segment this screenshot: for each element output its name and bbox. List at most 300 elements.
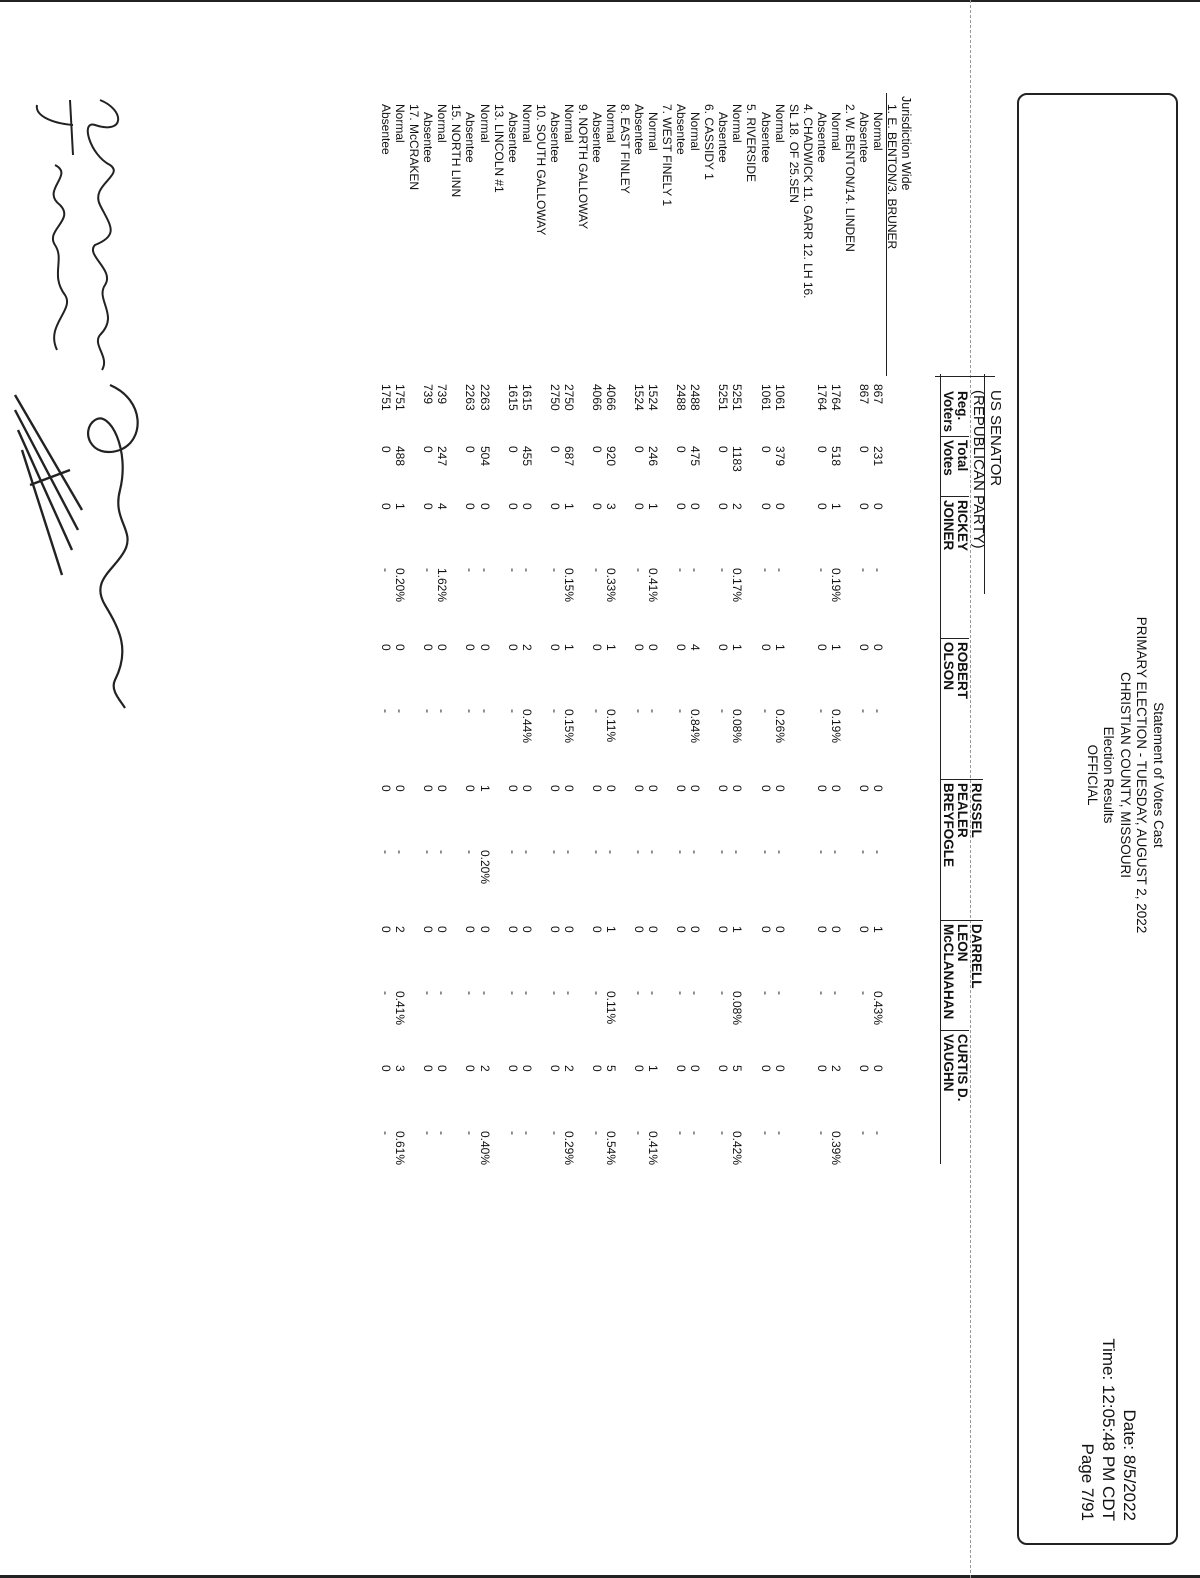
col-header-total-votes: [941, 436, 969, 476]
candidate-percent-cell: -: [688, 850, 703, 854]
title-line: PRIMARY ELECTION - TUESDAY, AUGUST 2, 2022: [1134, 616, 1150, 934]
candidate-votes-cell: 1: [477, 785, 492, 792]
reg-voters-cell: 867: [870, 384, 885, 405]
candidate-votes-cell: 0: [632, 503, 647, 510]
reg-voters-cell: 867: [856, 384, 871, 405]
candidate-percent-cell: 0.20%: [393, 568, 408, 603]
candidate-percent-cell: 0.08%: [730, 709, 745, 744]
candidate-votes-cell: 0: [870, 1065, 885, 1072]
candidate-votes-cell: 0: [772, 503, 787, 510]
total-votes-cell: 0: [856, 446, 871, 453]
reg-voters-cell: 1524: [646, 384, 661, 411]
candidate-votes-cell: 0: [505, 785, 520, 792]
candidate-votes-cell: 0: [758, 926, 773, 933]
candidate-percent-cell: 1.62%: [435, 568, 450, 603]
candidate-votes-cell: 0: [856, 926, 871, 933]
row-label: 15. NORTH LINN: [449, 104, 464, 198]
col-header-olson: [941, 638, 969, 699]
candidate-percent-cell: -: [477, 991, 492, 995]
reg-voters-cell: 1061: [758, 384, 773, 411]
candidate-percent-cell: -: [814, 991, 829, 995]
row-label: Normal: [519, 104, 534, 143]
col-header-mcclanahan: [941, 920, 983, 1019]
candidate-votes-cell: 0: [589, 644, 604, 651]
total-votes-cell: 0: [716, 446, 731, 453]
candidate-percent-cell: -: [828, 850, 843, 854]
candidate-votes-cell: 0: [561, 785, 576, 792]
candidate-percent-cell: -: [463, 709, 478, 713]
row-label: 4. CHADWICK 11. GARR 12. LH 16.: [800, 104, 815, 299]
reg-voters-cell: 1615: [505, 384, 520, 411]
candidate-percent-cell: -: [547, 709, 562, 713]
jurisdiction-divider: [935, 376, 995, 377]
candidate-votes-cell: 0: [547, 644, 562, 651]
candidate-votes-cell: 0: [674, 926, 689, 933]
candidate-votes-cell: 0: [688, 785, 703, 792]
candidate-votes-cell: 0: [646, 785, 661, 792]
col-header-joiner: [941, 496, 969, 551]
candidate-percent-cell: -: [730, 850, 745, 854]
row-label: Normal: [870, 112, 885, 151]
candidate-percent-cell: -: [716, 709, 731, 713]
title-line: Statement of Votes Cast: [1151, 702, 1166, 848]
candidate-percent-cell: 0.44%: [519, 709, 534, 744]
total-votes-cell: 0: [589, 446, 604, 453]
candidate-votes-cell: 0: [463, 926, 478, 933]
candidate-percent-cell: -: [393, 709, 408, 713]
candidate-votes-cell: 1: [561, 644, 576, 651]
total-votes-cell: 0: [379, 446, 394, 453]
candidate-percent-cell: -: [688, 568, 703, 572]
candidate-votes-cell: 0: [379, 644, 394, 651]
row-label: SL 18. OF 25.SEN: [786, 104, 801, 203]
candidate-percent-cell: -: [561, 850, 576, 854]
total-votes-cell: 488: [393, 446, 408, 467]
reg-voters-cell: 2263: [463, 384, 478, 411]
candidate-percent-cell: -: [828, 991, 843, 995]
candidate-percent-cell: -: [716, 850, 731, 854]
col-header-line: Reg.: [955, 391, 970, 421]
candidate-votes-cell: 0: [505, 644, 520, 651]
candidate-percent-cell: -: [688, 991, 703, 995]
candidate-votes-cell: 0: [674, 1065, 689, 1072]
candidate-votes-cell: 4: [688, 644, 703, 651]
candidate-votes-cell: 0: [519, 503, 534, 510]
candidate-percent-cell: -: [646, 709, 661, 713]
candidate-percent-cell: -: [870, 850, 885, 854]
candidate-percent-cell: 0.61%: [393, 1131, 408, 1166]
total-votes-cell: 0: [505, 446, 520, 453]
candidate-votes-cell: 0: [772, 785, 787, 792]
reg-voters-cell: 2263: [477, 384, 492, 411]
candidate-votes-cell: 2: [730, 503, 745, 510]
row-label: Normal: [561, 104, 576, 143]
candidate-votes-cell: 4: [435, 503, 450, 510]
candidate-percent-cell: -: [589, 991, 604, 995]
total-votes-cell: 0: [547, 446, 562, 453]
candidate-votes-cell: 0: [547, 503, 562, 510]
candidate-percent-cell: -: [814, 709, 829, 713]
row-label: Normal: [604, 104, 618, 143]
candidate-percent-cell: -: [856, 1131, 871, 1135]
candidate-percent-cell: -: [758, 709, 773, 713]
candidate-votes-cell: 0: [435, 785, 450, 792]
col-header-line: VAUGHN: [941, 1034, 956, 1092]
row-label: Absentee: [814, 112, 829, 163]
row-label: Normal: [646, 112, 661, 151]
candidate-votes-cell: 0: [477, 503, 492, 510]
col-header-vaughn: [941, 1030, 969, 1102]
candidate-percent-cell: 0.17%: [730, 568, 745, 603]
total-votes-cell: 920: [604, 446, 618, 467]
candidate-percent-cell: 0.43%: [870, 991, 885, 1026]
reg-voters-cell: 1764: [828, 384, 843, 411]
col-header-line: PEALER: [955, 783, 970, 838]
candidate-votes-cell: 0: [632, 785, 647, 792]
col-header-line: Total: [955, 440, 970, 472]
candidate-votes-cell: 0: [632, 1065, 647, 1072]
candidate-votes-cell: 0: [589, 1065, 604, 1072]
candidate-votes-cell: 1: [561, 503, 576, 510]
row-label: Absentee: [505, 112, 520, 163]
candidate-percent-cell: -: [435, 850, 450, 854]
candidate-percent-cell: -: [561, 991, 576, 995]
candidate-votes-cell: 0: [674, 644, 689, 651]
candidate-votes-cell: 0: [505, 926, 520, 933]
candidate-votes-cell: 0: [758, 785, 773, 792]
total-votes-cell: 518: [828, 446, 843, 467]
contest-title: [970, 390, 1004, 549]
total-votes-cell: 0: [674, 446, 689, 453]
row-label: 8. EAST FINLEY: [618, 104, 633, 194]
reg-voters-cell: 739: [435, 384, 450, 405]
candidate-votes-cell: 3: [393, 1065, 408, 1072]
col-header-line: RUSSEL: [969, 783, 984, 838]
candidate-votes-cell: 0: [674, 503, 689, 510]
candidate-percent-cell: 0.41%: [646, 1131, 661, 1166]
total-votes-cell: 1183: [730, 446, 745, 472]
candidate-votes-cell: 1: [828, 644, 843, 651]
candidate-votes-cell: 1: [393, 503, 408, 510]
row-label: Normal: [828, 112, 843, 151]
candidate-votes-cell: 0: [379, 926, 394, 933]
candidate-votes-cell: 2: [393, 926, 408, 933]
candidate-percent-cell: -: [758, 850, 773, 854]
total-votes-cell: 0: [421, 446, 436, 453]
candidate-percent-cell: 0.08%: [730, 991, 745, 1026]
candidate-percent-cell: 0.19%: [828, 709, 843, 744]
header-rule-bottom: [940, 374, 941, 1164]
candidate-percent-cell: 0.15%: [561, 568, 576, 603]
candidate-votes-cell: 0: [477, 926, 492, 933]
candidate-votes-cell: 0: [870, 503, 885, 510]
reg-voters-cell: 2750: [547, 384, 562, 411]
candidate-percent-cell: -: [547, 568, 562, 572]
row-label: Absentee: [547, 112, 562, 163]
candidate-votes-cell: 0: [547, 926, 562, 933]
candidate-votes-cell: 0: [856, 644, 871, 651]
candidate-votes-cell: 0: [463, 644, 478, 651]
candidate-votes-cell: 0: [421, 644, 436, 651]
candidate-votes-cell: 2: [561, 1065, 576, 1072]
candidate-votes-cell: 0: [716, 1065, 731, 1072]
candidate-percent-cell: -: [393, 850, 408, 854]
candidate-percent-cell: -: [547, 991, 562, 995]
row-label: 1. E. BENTON/3. BRUNER: [885, 104, 899, 250]
candidate-percent-cell: -: [589, 1131, 604, 1135]
title-line: OFFICIAL: [1085, 744, 1100, 806]
candidate-percent-cell: 0.11%: [604, 709, 618, 743]
col-header-breyfogle: [941, 779, 983, 867]
candidate-votes-cell: 0: [589, 503, 604, 510]
candidate-percent-cell: -: [856, 850, 871, 854]
total-votes-cell: 379: [772, 446, 787, 467]
candidate-votes-cell: 0: [435, 926, 450, 933]
total-votes-cell: 231: [870, 446, 885, 467]
candidate-percent-cell: -: [435, 709, 450, 713]
candidate-votes-cell: 1: [730, 644, 745, 651]
reg-voters-cell: 1764: [814, 384, 829, 411]
candidate-votes-cell: 0: [758, 644, 773, 651]
candidate-votes-cell: 0: [547, 1065, 562, 1072]
signature-2: [25, 95, 85, 355]
candidate-votes-cell: 0: [870, 644, 885, 651]
candidate-votes-cell: 0: [604, 785, 618, 792]
total-votes-cell: 0: [632, 446, 647, 453]
col-header-reg-voters: [941, 391, 969, 432]
candidate-percent-cell: -: [632, 850, 647, 854]
candidate-votes-cell: 3: [604, 503, 618, 510]
reg-voters-cell: 5251: [716, 384, 731, 411]
candidate-percent-cell: 0.84%: [688, 709, 703, 744]
candidate-percent-cell: -: [772, 568, 787, 572]
candidate-votes-cell: 0: [547, 785, 562, 792]
candidate-percent-cell: 0.11%: [604, 991, 618, 1025]
candidate-percent-cell: -: [421, 1131, 436, 1135]
row-label: Normal: [477, 104, 492, 143]
candidate-percent-cell: -: [674, 1131, 689, 1135]
candidate-votes-cell: 0: [828, 926, 843, 933]
row-label: Normal: [688, 112, 703, 151]
total-votes-cell: 247: [435, 446, 450, 467]
candidate-votes-cell: 5: [730, 1065, 745, 1072]
row-label: Absentee: [421, 112, 436, 163]
candidate-percent-cell: 0.19%: [828, 568, 843, 603]
candidate-percent-cell: -: [589, 568, 604, 572]
candidate-votes-cell: 0: [632, 644, 647, 651]
total-votes-cell: 0: [463, 446, 478, 453]
candidate-percent-cell: -: [505, 1131, 520, 1135]
candidate-votes-cell: 1: [604, 926, 618, 933]
total-votes-cell: 246: [646, 446, 661, 467]
candidate-votes-cell: 0: [674, 785, 689, 792]
reg-voters-cell: 1524: [632, 384, 647, 411]
candidate-percent-cell: -: [379, 991, 394, 995]
candidate-percent-cell: 0.41%: [393, 991, 408, 1026]
candidate-percent-cell: -: [379, 850, 394, 854]
candidate-votes-cell: 0: [814, 926, 829, 933]
candidate-percent-cell: 0.33%: [604, 568, 618, 603]
candidate-votes-cell: 0: [463, 503, 478, 510]
total-votes-cell: 475: [688, 446, 703, 467]
reg-voters-cell: 1061: [772, 384, 787, 411]
candidate-votes-cell: 0: [435, 1065, 450, 1072]
candidate-votes-cell: 0: [421, 926, 436, 933]
candidate-percent-cell: -: [814, 568, 829, 572]
candidate-votes-cell: 0: [505, 503, 520, 510]
candidate-percent-cell: -: [856, 568, 871, 572]
row-label: Normal: [730, 104, 745, 143]
candidate-percent-cell: -: [716, 991, 731, 995]
candidate-votes-cell: 0: [519, 785, 534, 792]
row-label: Normal: [772, 104, 787, 143]
reg-voters-cell: 5251: [730, 384, 745, 411]
reg-voters-cell: 739: [421, 384, 436, 405]
header-rule-top: [984, 374, 985, 594]
candidate-percent-cell: -: [688, 1131, 703, 1135]
row-label: 17. McCRAKEN: [407, 104, 422, 191]
candidate-percent-cell: -: [589, 850, 604, 854]
candidate-votes-cell: 0: [561, 926, 576, 933]
jurisdiction-header: Jurisdiction Wide: [899, 96, 913, 191]
reg-voters-cell: 1751: [379, 384, 394, 411]
candidate-votes-cell: 0: [393, 785, 408, 792]
candidate-votes-cell: 1: [646, 1065, 661, 1072]
total-votes-cell: 504: [477, 446, 492, 467]
candidate-percent-cell: -: [632, 568, 647, 572]
candidate-votes-cell: 0: [421, 1065, 436, 1072]
candidate-percent-cell: -: [870, 568, 885, 572]
candidate-percent-cell: 0.29%: [561, 1131, 576, 1166]
candidate-votes-cell: 0: [688, 926, 703, 933]
col-header-line: McCLANAHAN: [941, 924, 956, 1020]
candidate-percent-cell: -: [814, 850, 829, 854]
candidate-percent-cell: -: [674, 709, 689, 713]
row-label: Absentee: [758, 112, 773, 163]
candidate-percent-cell: -: [772, 850, 787, 854]
candidate-percent-cell: -: [674, 850, 689, 854]
row-label: 2. W. BENTON/14. LINDEN: [842, 104, 857, 252]
candidate-percent-cell: -: [477, 709, 492, 713]
total-votes-cell: 0: [814, 446, 829, 453]
col-header-line: JOINER: [941, 500, 956, 551]
candidate-votes-cell: 0: [814, 1065, 829, 1072]
candidate-percent-cell: -: [505, 709, 520, 713]
candidate-percent-cell: -: [463, 1131, 478, 1135]
candidate-percent-cell: -: [519, 850, 534, 854]
candidate-percent-cell: -: [856, 709, 871, 713]
candidate-percent-cell: -: [716, 1131, 731, 1135]
candidate-votes-cell: 0: [379, 785, 394, 792]
candidate-votes-cell: 1: [870, 926, 885, 933]
report-time: Time: 12:05:48 PM CDT: [1099, 1338, 1118, 1521]
candidate-votes-cell: 0: [421, 785, 436, 792]
candidate-votes-cell: 5: [604, 1065, 618, 1072]
candidate-votes-cell: 0: [828, 785, 843, 792]
candidate-percent-cell: -: [632, 709, 647, 713]
candidate-percent-cell: -: [435, 991, 450, 995]
candidate-votes-cell: 0: [856, 1065, 871, 1072]
candidate-votes-cell: 0: [688, 1065, 703, 1072]
candidate-percent-cell: -: [646, 850, 661, 854]
candidate-percent-cell: -: [632, 991, 647, 995]
row-label: 10. SOUTH GALLOWAY: [533, 104, 548, 236]
candidate-votes-cell: 0: [463, 1065, 478, 1072]
candidate-votes-cell: 0: [716, 926, 731, 933]
report-title: [1084, 495, 1167, 1055]
candidate-percent-cell: 0.41%: [646, 568, 661, 603]
candidate-percent-cell: 0.26%: [772, 709, 787, 744]
candidate-percent-cell: -: [505, 850, 520, 854]
page-number: Page 7/91: [1078, 1443, 1097, 1521]
candidate-percent-cell: -: [463, 991, 478, 995]
candidate-percent-cell: -: [758, 568, 773, 572]
candidate-votes-cell: 1: [772, 644, 787, 651]
candidate-percent-cell: -: [463, 568, 478, 572]
candidate-percent-cell: -: [421, 991, 436, 995]
candidate-votes-cell: 0: [435, 644, 450, 651]
reg-voters-cell: 2488: [688, 384, 703, 411]
candidate-votes-cell: 0: [758, 1065, 773, 1072]
candidate-votes-cell: 0: [730, 785, 745, 792]
candidate-percent-cell: -: [547, 1131, 562, 1135]
total-votes-cell: 687: [561, 446, 576, 467]
candidate-percent-cell: -: [379, 709, 394, 713]
candidate-percent-cell: -: [421, 568, 436, 572]
candidate-votes-cell: 0: [772, 1065, 787, 1072]
candidate-votes-cell: 0: [758, 503, 773, 510]
row-label: 9. NORTH GALLOWAY: [575, 104, 590, 230]
candidate-percent-cell: -: [856, 991, 871, 995]
reg-voters-cell: 1615: [519, 384, 534, 411]
candidate-votes-cell: 0: [646, 644, 661, 651]
candidate-votes-cell: 0: [716, 503, 731, 510]
col-header-line: ROBERT: [955, 642, 970, 699]
candidate-votes-cell: 0: [814, 644, 829, 651]
candidate-votes-cell: 0: [716, 644, 731, 651]
candidate-votes-cell: 0: [589, 785, 604, 792]
candidate-percent-cell: -: [604, 850, 618, 854]
candidate-percent-cell: -: [716, 568, 731, 572]
row-label: 7. WEST FINELY 1: [660, 104, 675, 207]
candidate-votes-cell: 1: [646, 503, 661, 510]
candidate-percent-cell: -: [674, 568, 689, 572]
candidate-votes-cell: 0: [519, 926, 534, 933]
reg-voters-cell: 4066: [589, 384, 604, 411]
candidate-percent-cell: 0.54%: [604, 1131, 618, 1166]
title-line: Election Results: [1101, 726, 1117, 824]
candidate-percent-cell: -: [870, 1131, 885, 1135]
col-header-line: RICKEY: [955, 500, 970, 552]
candidate-percent-cell: -: [379, 1131, 394, 1135]
col-header-line: CURTIS D.: [955, 1034, 970, 1102]
row-label: Absentee: [856, 112, 871, 163]
candidate-percent-cell: -: [519, 568, 534, 572]
candidate-votes-cell: 0: [688, 503, 703, 510]
row-label: Normal: [393, 104, 408, 143]
candidate-percent-cell: -: [758, 1131, 773, 1135]
candidate-percent-cell: -: [814, 1131, 829, 1135]
total-votes-cell: 0: [758, 446, 773, 453]
candidate-percent-cell: 0.20%: [477, 850, 492, 885]
candidate-percent-cell: -: [519, 1131, 534, 1135]
candidate-votes-cell: 0: [379, 503, 394, 510]
candidate-percent-cell: -: [519, 991, 534, 995]
candidate-votes-cell: 2: [519, 644, 534, 651]
candidate-votes-cell: 0: [646, 926, 661, 933]
row-label: Absentee: [589, 112, 604, 163]
candidate-percent-cell: 0.39%: [828, 1131, 843, 1166]
